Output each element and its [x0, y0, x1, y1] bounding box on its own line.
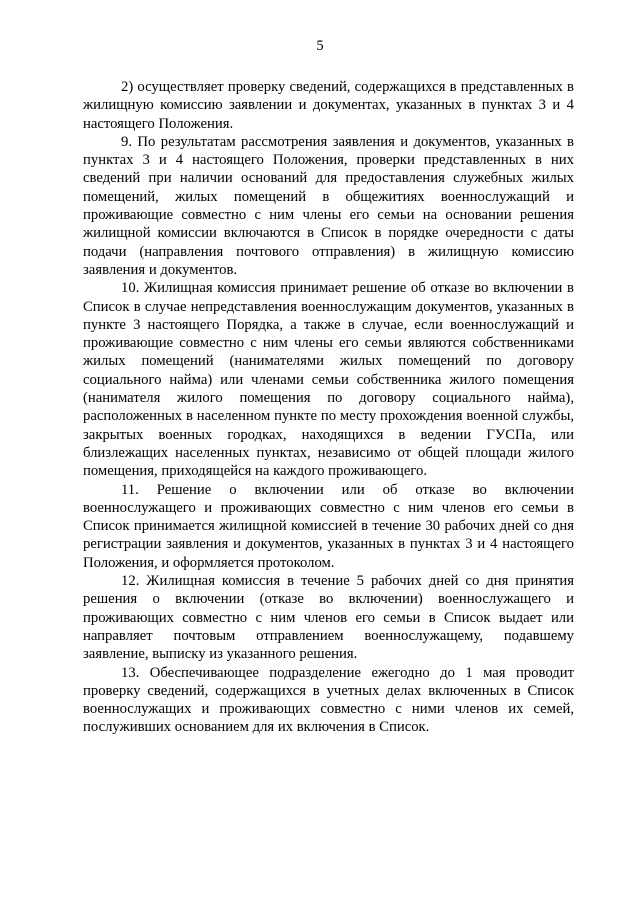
- document-body: [83, 78, 574, 737]
- paragraph-item-11: 11. Решение о включении или об отказе во включении военнослужащего и проживающих совместно с ним членов его семьи в Список принимается жилищной комиссией в течение 30 рабочих дней со дня регистрации заявления и документов, указанных в пунктах 3 и 4 настоящего Положения, и оформляется протоколом.: [83, 481, 574, 571]
- paragraph-item-9: 9. По результатам рассмотрения заявления и документов, указанных в пунктах 3 и 4 настоящего Положения, проверки представленных в них сведений при наличии оснований для предоставления служебных жилых помещений, жилых помещений в общежитиях военнослужащий и проживающие совместно с ним члены его семьи на основании решения жилищной комиссии включаются в Список в порядке очередности с даты подачи (направления почтового отправления) в жилищную комиссию заявления и документов.: [83, 133, 574, 278]
- paragraph-item-10: 10. Жилищная комиссия принимает решение об отказе во включении в Список в случае непредставления военнослужащим документов, указанных в пункте 3 настоящего Порядка, а также в случае, если военнослужащий и проживающие совместно с ним члены его семьи являются собственниками жилых помещений (нанимателями жилых помещений по договору социального найма) или членами семьи собственника жилого помещения (нанимателя жилого помещения по договору социального найма), расположенных в населенном пункте по месту прохождения военной службы, закрытых военных городках, находящихся в ведении ГУСПа, или близлежащих населенных пунктах, независимо от общей площади жилого помещения, приходящейся на каждого проживающего.: [83, 280, 574, 480]
- paragraph-subitem-2: 2) осуществляет проверку сведений, содержащихся в представленных в жилищную комиссию заявлении и документах, указанных в пунктах 3 и 4 настоящего Положения.: [83, 79, 574, 132]
- page-number: 5: [316, 38, 324, 54]
- paragraph-item-13: 13. Обеспечивающее подразделение ежегодно до 1 мая проводит проверку сведений, содержащихся в учетных делах включенных в Список военнослужащих и проживающих совместно с ними членов их семей, послуживших основанием для их включения в Список.: [83, 664, 574, 736]
- paragraph-item-12: 12. Жилищная комиссия в течение 5 рабочих дней со дня принятия решения о включении (отказе во включении) военнослужащего и проживающих совместно с ним членов его семьи в Список выдает или направляет почтовым отправлением военнослужащему, подавшему заявление, выписку из указанного решения.: [83, 573, 574, 663]
